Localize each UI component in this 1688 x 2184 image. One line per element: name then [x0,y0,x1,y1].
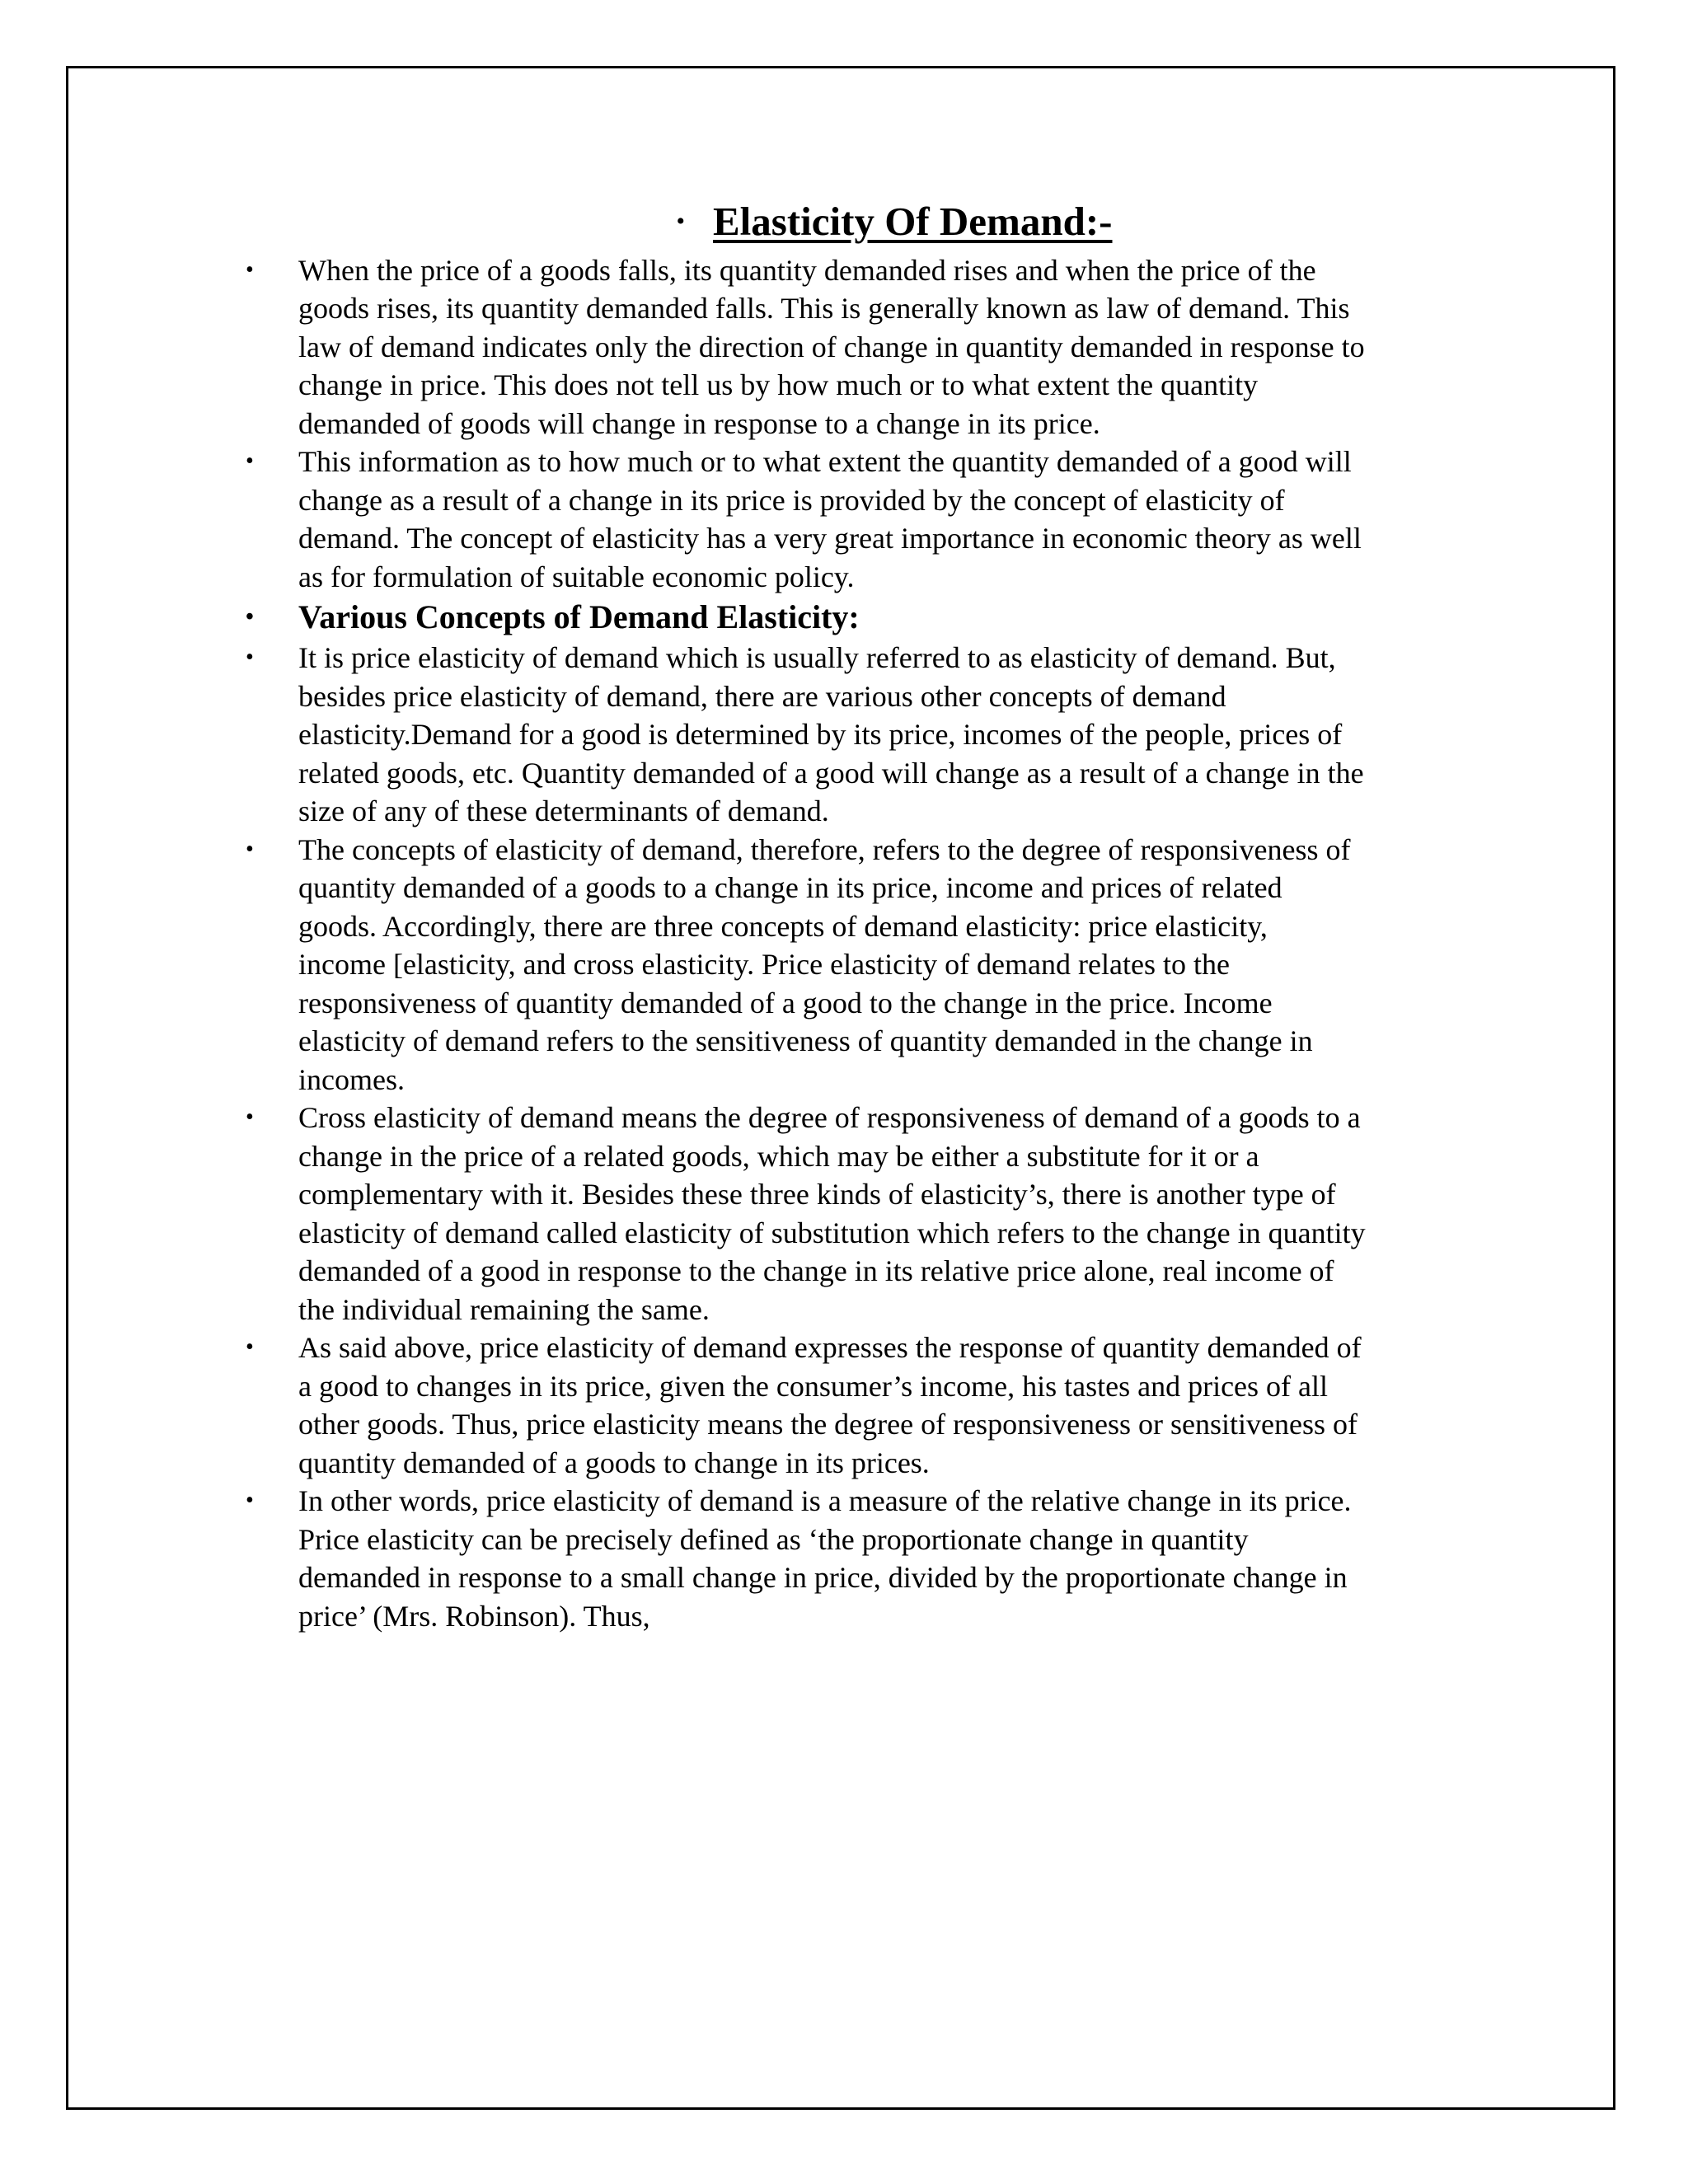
list-item [239,443,1500,596]
paragraph-line: change in the price of a related goods, which may be either a substitute for it or a [298,1139,1259,1173]
paragraph-line: change in price. This does not tell us by how much or to what extent the quantity [298,368,1259,402]
bullet-icon: • [676,208,685,236]
list-item [239,251,1500,443]
paragraph-line: besides price elasticity of demand, there are various other concepts of demand [298,679,1226,713]
bullet-icon: • [246,1334,254,1361]
paragraph-line: In other words, price elasticity of demand is a measure of the relative change in its price. [298,1484,1352,1518]
paragraph-line: demand. The concept of elasticity has a very great importance in economic theory as well [298,522,1362,555]
paragraph-line: goods rises, its quantity demanded falls. This is generally known as law of demand. This [298,292,1350,326]
paragraph-line: the individual remaining the same. [298,1292,710,1326]
paragraph-line: complementary with it. Besides these three kinds of elasticity’s, there is another type of [298,1178,1336,1212]
list-item [239,1329,1500,1482]
paragraph-line: as for formulation of suitable economic policy. [298,560,855,593]
paragraph-line: size of any of these determinants of demand. [298,794,829,828]
paragraph-line: law of demand indicates only the direction of change in quantity demanded in response to [298,330,1365,363]
bullet-icon: • [246,644,254,671]
paragraph-line: a good to changes in its price, given the consumer’s income, his tastes and prices of all [298,1369,1329,1403]
section-heading-item [239,596,1500,639]
paragraph-line: Price elasticity can be precisely defined as ‘the proportionate change in quantity [298,1522,1249,1556]
paragraph-line: related goods, etc. Quantity demanded of a good will change as a result of a change in the [298,756,1364,790]
document-title-row [239,198,1500,246]
bullet-icon: • [246,836,254,862]
paragraph-line: elasticity of demand refers to the sensitiveness of quantity demanded in the change in [298,1024,1313,1058]
list-item [239,639,1500,831]
document-body [239,198,1500,1635]
paragraph-line: The concepts of elasticity of demand, therefore, refers to the degree of responsiveness of [298,832,1351,866]
paragraph-line: income [elasticity, and cross elasticity. Price elasticity of demand relates to the [298,948,1230,982]
paragraph-line: It is price elasticity of demand which is usually referred to as elasticity of demand. But, [298,641,1336,675]
bullet-list [239,251,1500,1636]
document-title: Elasticity Of Demand:- [713,199,1113,244]
paragraph-line: goods. Accordingly, there are three concepts of demand elasticity: price elasticity, [298,909,1268,943]
paragraph-line: This information as to how much or to what extent the quantity demanded of a good will [298,445,1352,479]
bullet-icon: • [246,256,254,283]
paragraph-line: As said above, price elasticity of demand expresses the response of quantity demanded of [298,1331,1362,1365]
list-item [239,1099,1500,1329]
paragraph-line: other goods. Thus, price elasticity means the degree of responsiveness or sensitiveness of [298,1408,1358,1441]
bullet-icon: • [246,1488,254,1514]
bullet-icon: • [246,1104,254,1131]
paragraph-line: incomes. [298,1062,405,1096]
bullet-icon: • [246,604,254,630]
paragraph-line: demanded in response to a small change in price, divided by the proportionate change in [298,1561,1348,1595]
paragraph-line: price’ (Mrs. Robinson). Thus, [298,1599,650,1633]
bullet-icon: • [246,448,254,475]
section-heading-text: Various Concepts of Demand Elasticity: [298,598,860,636]
paragraph-line: demanded of a good in response to the change in its relative price alone, real income of [298,1254,1334,1288]
paragraph-line: quantity demanded of a goods to a change in its price, income and prices of related [298,871,1282,905]
paragraph-line: Cross elasticity of demand means the degree of responsiveness of demand of a goods to a [298,1101,1361,1135]
paragraph-line: demanded of goods will change in response to a change in its price. [298,406,1100,440]
paragraph-line: quantity demanded of a goods to change in its prices. [298,1446,930,1479]
paragraph-line: elasticity of demand called elasticity of substitution which refers to the change in quantity [298,1216,1366,1249]
list-item [239,1482,1500,1635]
paragraph-line: When the price of a goods falls, its quantity demanded rises and when the price of the [298,253,1316,287]
paragraph-line: elasticity.Demand for a good is determined by its price, incomes of the people, prices of [298,718,1343,752]
paragraph-line: change as a result of a change in its price is provided by the concept of elasticity of [298,483,1285,517]
paragraph-line: responsiveness of quantity demanded of a good to the change in the price. Income [298,986,1273,1019]
list-item [239,831,1500,1099]
